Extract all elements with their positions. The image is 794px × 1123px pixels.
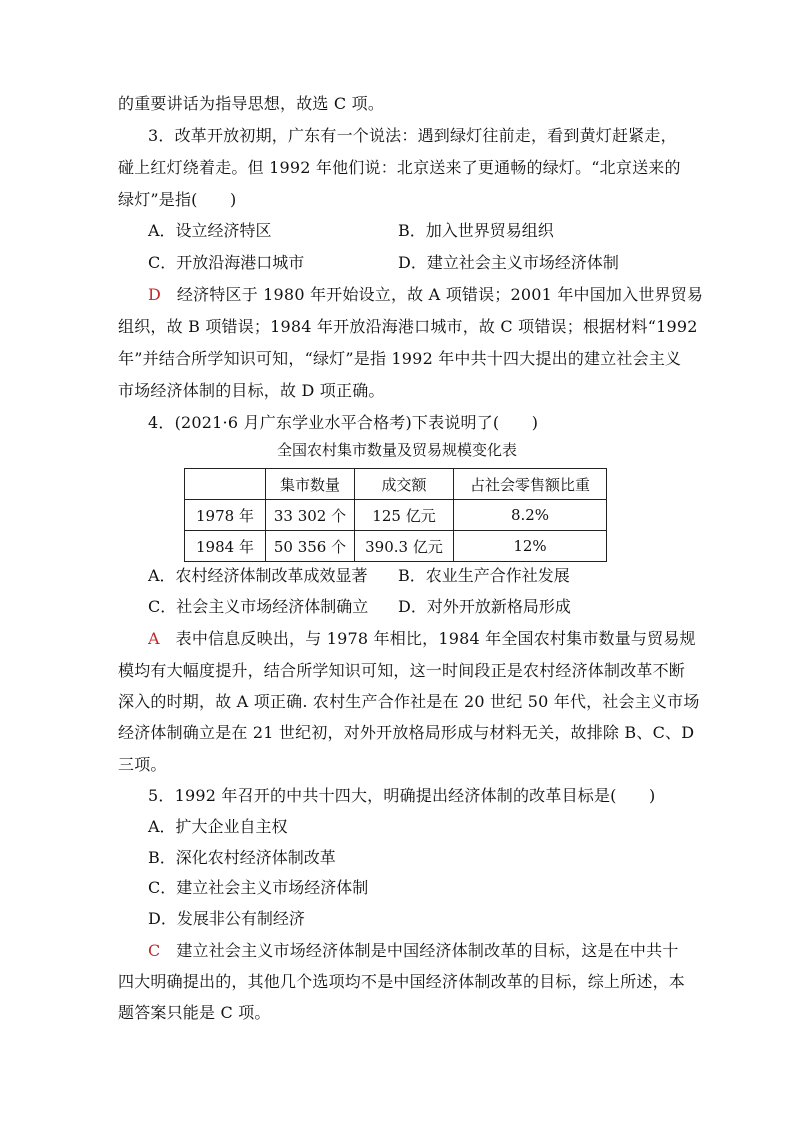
table-header-cell: 集市数量 xyxy=(266,469,355,500)
question-3-option-c: C．开放沿海港口城市 xyxy=(148,253,305,272)
explanation-text: 表中信息反映出，与 1978 年相比，1984 年全国农村集市数量与贸易规 xyxy=(175,629,696,648)
paragraph-line: 的重要讲话为指导思想，故选 C 项。 xyxy=(118,94,385,113)
question-3-stem: 碰上红灯绕着走。但 1992 年他们说：北京送来了更通畅的绿灯。“北京送来的 xyxy=(118,158,681,177)
table-row xyxy=(185,531,607,562)
question-4-stem: 4．(2021·6 月广东学业水平合格考)下表说明了( ) xyxy=(148,413,539,432)
question-3-option-b: B．加入世界贸易组织 xyxy=(398,221,554,240)
table-cell: 125 亿元 xyxy=(355,500,454,531)
question-4-option-d: D．对外开放新格局形成 xyxy=(398,597,571,616)
question-4-explanation: 深入的时期，故 A 项正确. 农村生产合作社是在 20 世纪 50 年代，社会主义市场 xyxy=(118,692,700,711)
question-4-option-b: B．农业生产合作社发展 xyxy=(398,566,570,585)
question-5-explanation: 四大明确提出的，其他几个选项均不是中国经济体制改革的目标，综上所述，本 xyxy=(118,972,686,991)
question-3-explanation xyxy=(148,285,703,305)
question-3-explanation: 市场经济体制的目标，故 D 项正确。 xyxy=(118,381,385,400)
table-header-row xyxy=(185,469,607,500)
table-row xyxy=(185,500,607,531)
table-header-cell: 成交额 xyxy=(355,469,454,500)
question-4-explanation: 三项。 xyxy=(118,755,167,774)
table-cell: 12% xyxy=(454,531,607,562)
table-cell: 50 356 个 xyxy=(266,531,355,562)
table-cell: 1978 年 xyxy=(185,500,266,531)
question-5-option-b: B．深化农村经济体制改革 xyxy=(148,848,336,867)
question-5-option-c: C．建立社会主义市场经济体制 xyxy=(148,878,369,897)
question-3-option-d: D．建立社会主义市场经济体制 xyxy=(398,253,619,272)
question-4-explanation: 经济体制确立是在 21 世纪初，对外开放格局形成与材料无关，故排除 B、C、D xyxy=(118,723,695,742)
question-4-option-a: A．农村经济体制改革成效显著 xyxy=(148,566,368,585)
explanation-text: 建立社会主义市场经济体制是中国经济体制改革的目标，这是在中共十 xyxy=(176,941,679,960)
question-4-explanation: 模均有大幅度提升，结合所学知识可知，这一时间段正是农村经济体制改革不断 xyxy=(118,661,686,680)
question-5-explanation: 题答案只能是 C 项。 xyxy=(118,1003,271,1022)
question-3-explanation: 组织，故 B 项错误；1984 年开放沿海港口城市，故 C 项错误；根据材料“1992 xyxy=(118,317,698,336)
table-title: 全国农村集市数量及贸易规模变化表 xyxy=(276,441,517,459)
question-5-explanation xyxy=(148,941,679,961)
question-5-option-d: D．发展非公有制经济 xyxy=(148,909,305,928)
explanation-text: 经济特区于 1980 年开始设立，故 A 项错误；2001 年中国加入世界贸易 xyxy=(176,285,704,304)
table-cell: 33 302 个 xyxy=(266,500,355,531)
question-5-option-a: A．扩大企业自主权 xyxy=(148,817,288,836)
question-4-explanation xyxy=(148,629,696,649)
table-cell: 8.2% xyxy=(454,500,607,531)
market-data-table xyxy=(184,468,607,562)
table-cell: 390.3 亿元 xyxy=(355,531,454,562)
question-3-option-a: A．设立经济特区 xyxy=(148,221,272,240)
answer-letter: D xyxy=(148,285,162,304)
question-4-option-c: C．社会主义市场经济体制确立 xyxy=(148,597,369,616)
question-3-explanation: 年”并结合所学知识可知，“绿灯”是指 1992 年中共十四大提出的建立社会主义 xyxy=(118,349,682,368)
question-5-stem: 5．1992 年召开的中共十四大，明确提出经济体制的改革目标是( ) xyxy=(148,786,656,805)
answer-letter: A xyxy=(148,629,160,648)
table-header-cell xyxy=(185,469,266,500)
question-3-stem: 绿灯”是指( ) xyxy=(118,190,237,209)
answer-letter: C xyxy=(148,941,161,960)
table-header-cell: 占社会零售额比重 xyxy=(454,469,607,500)
table-cell: 1984 年 xyxy=(185,531,266,562)
question-3-stem: 3．改革开放初期，广东有一个说法：遇到绿灯往前走，看到黄灯赶紧走， xyxy=(148,126,677,145)
